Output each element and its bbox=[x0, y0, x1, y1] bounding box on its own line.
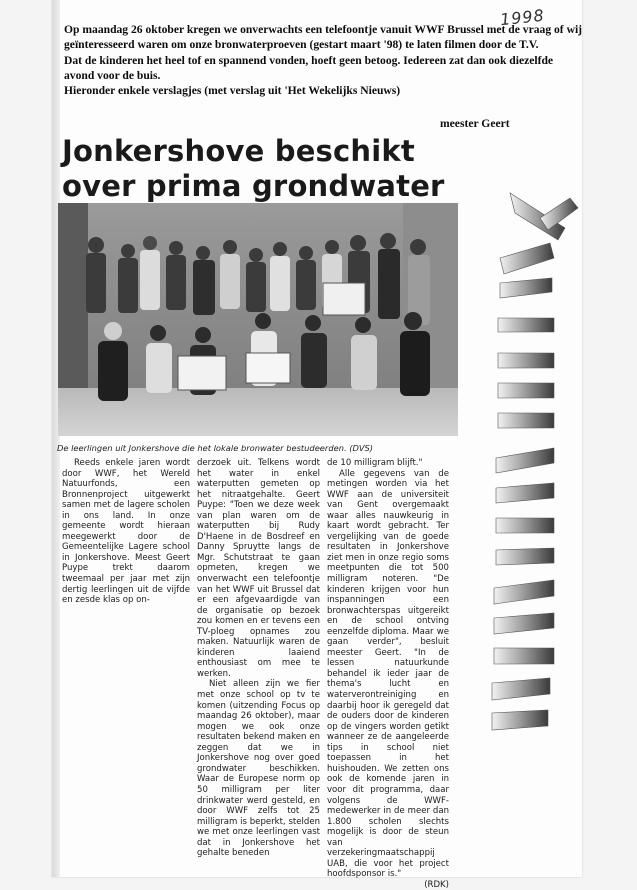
photo-caption: De leerlingen uit Jonkershove die het lokale bronwater bestudeerden. (DVS) bbox=[57, 443, 374, 453]
headline-line: Jonkershove beschikt bbox=[62, 134, 415, 168]
column-paragraph: derzoek uit. Telkens wordt het water in enkel waterputten gemeten op het nitraatgehalte. Geert Puype: "Toen we deze week van plan waren om de waterputten bij Rudy D'Haene in de Bosdreef en Danny Spruytte langs de Mgr. Schutstraat te gaan opmeten, kregen we onverwacht een telefoontje van het WWF uit Brussel dat er een afgevaardigde van de organisatie op bezoek zou komen en er tevens een TV-ploeg opnames zou maken. Natuurlijk waren de kinderen laaiend enthousiast om mee te werken. bbox=[197, 458, 320, 679]
intro-line: Dat de kinderen het heel tof en spannend vonden, hoeft geen betoog. Iedereen zat dan ook diezelfde avond voor de buis. bbox=[64, 53, 554, 82]
article-column-3 bbox=[327, 458, 449, 890]
article-headline bbox=[62, 134, 482, 204]
class-photo bbox=[58, 203, 458, 436]
article-column-1 bbox=[62, 458, 190, 606]
column-paragraph: de 10 milligram blijft." bbox=[327, 458, 423, 468]
handwritten-year: 1998 bbox=[499, 5, 546, 30]
column-paragraph: (RDK) bbox=[424, 879, 449, 890]
decorative-wordart bbox=[470, 188, 590, 748]
intro-note bbox=[64, 22, 584, 98]
scan-edge bbox=[52, 0, 60, 877]
headline-line: over prima grondwater bbox=[62, 169, 445, 203]
intro-line: Op maandag 26 oktober kregen we onverwachts een telefoontje vanuit WWF Brussel met de vraag of wij geïnteresseerd waren om onze bronwaterproeven (gestart maart '98) te laten filmen door de T.V. bbox=[64, 23, 583, 52]
article-column-2 bbox=[197, 458, 320, 859]
intro-signature: meester Geert bbox=[440, 117, 510, 130]
intro-line: Hieronder enkele verslagjes (met verslag uit 'Het Wekelijks Nieuws) bbox=[64, 84, 401, 98]
column-paragraph: Alle gegevens van de metingen worden via het WWF aan de universiteit van Gent overgemaakt waar alles nauwkeurig in kaart wordt gebracht. Ter vergelijking van de goede resultaten in Jonkershove ziet men in onze regio soms meetpunten die tot 500 milligram noteren. "De kinderen krijgen voor hun inspanningen een bronwachterspas uitgereikt en de school ontving eenzelfde diploma. Maar we gaan verder", besluit meester Geert. "In de lessen natuurkunde behandel ik ieder jaar de thema's lucht en waterverontreiniging en daarbij hoor ik geregeld dat de ouders door de kinderen op de vingers worden getikt wanneer ze de aangeleerde tips in school niet toepassen in het huishouden. We zetten ons ook de komende jaren in voor dit programma, daar volgens de WWF-medewerker in de meer dan 1.800 scholen slechts mogelijk is door de steun van verzekeringmaatschappij UAB, die voor het project hoofdsponsor is." bbox=[327, 468, 449, 880]
column-paragraph: Niet alleen zijn we fier met onze school op tv te komen (uitzending Focus op maandag 26 oktober), maar mogen we ook onze resultaten bekend maken en zeggen dat we in Jonkershove nog over goed grondwater beschikken. Waar de Europese norm op 50 milligram per liter drinkwater werd gesteld, en door WWF zelfs tot 25 milligram is beperkt, stelden we met onze leerlingen vast dat in Jonkershove het gehalte beneden bbox=[197, 679, 320, 859]
column-paragraph: Reeds enkele jaren wordt door WWF, het Wereld Natuurfonds, een Bronnenproject uitgewerkt samen met de lagere scholen in ons land. In onze gemeente wordt hieraan meegewerkt door de Gemeentelijke Lagere school in Jonkershove. Meest Geert Puype trekt daarom tweemaal per jaar met zijn dertig leerlingen uit de vijfde en zesde klas op on- bbox=[62, 458, 190, 606]
class-photo-image bbox=[58, 203, 458, 436]
